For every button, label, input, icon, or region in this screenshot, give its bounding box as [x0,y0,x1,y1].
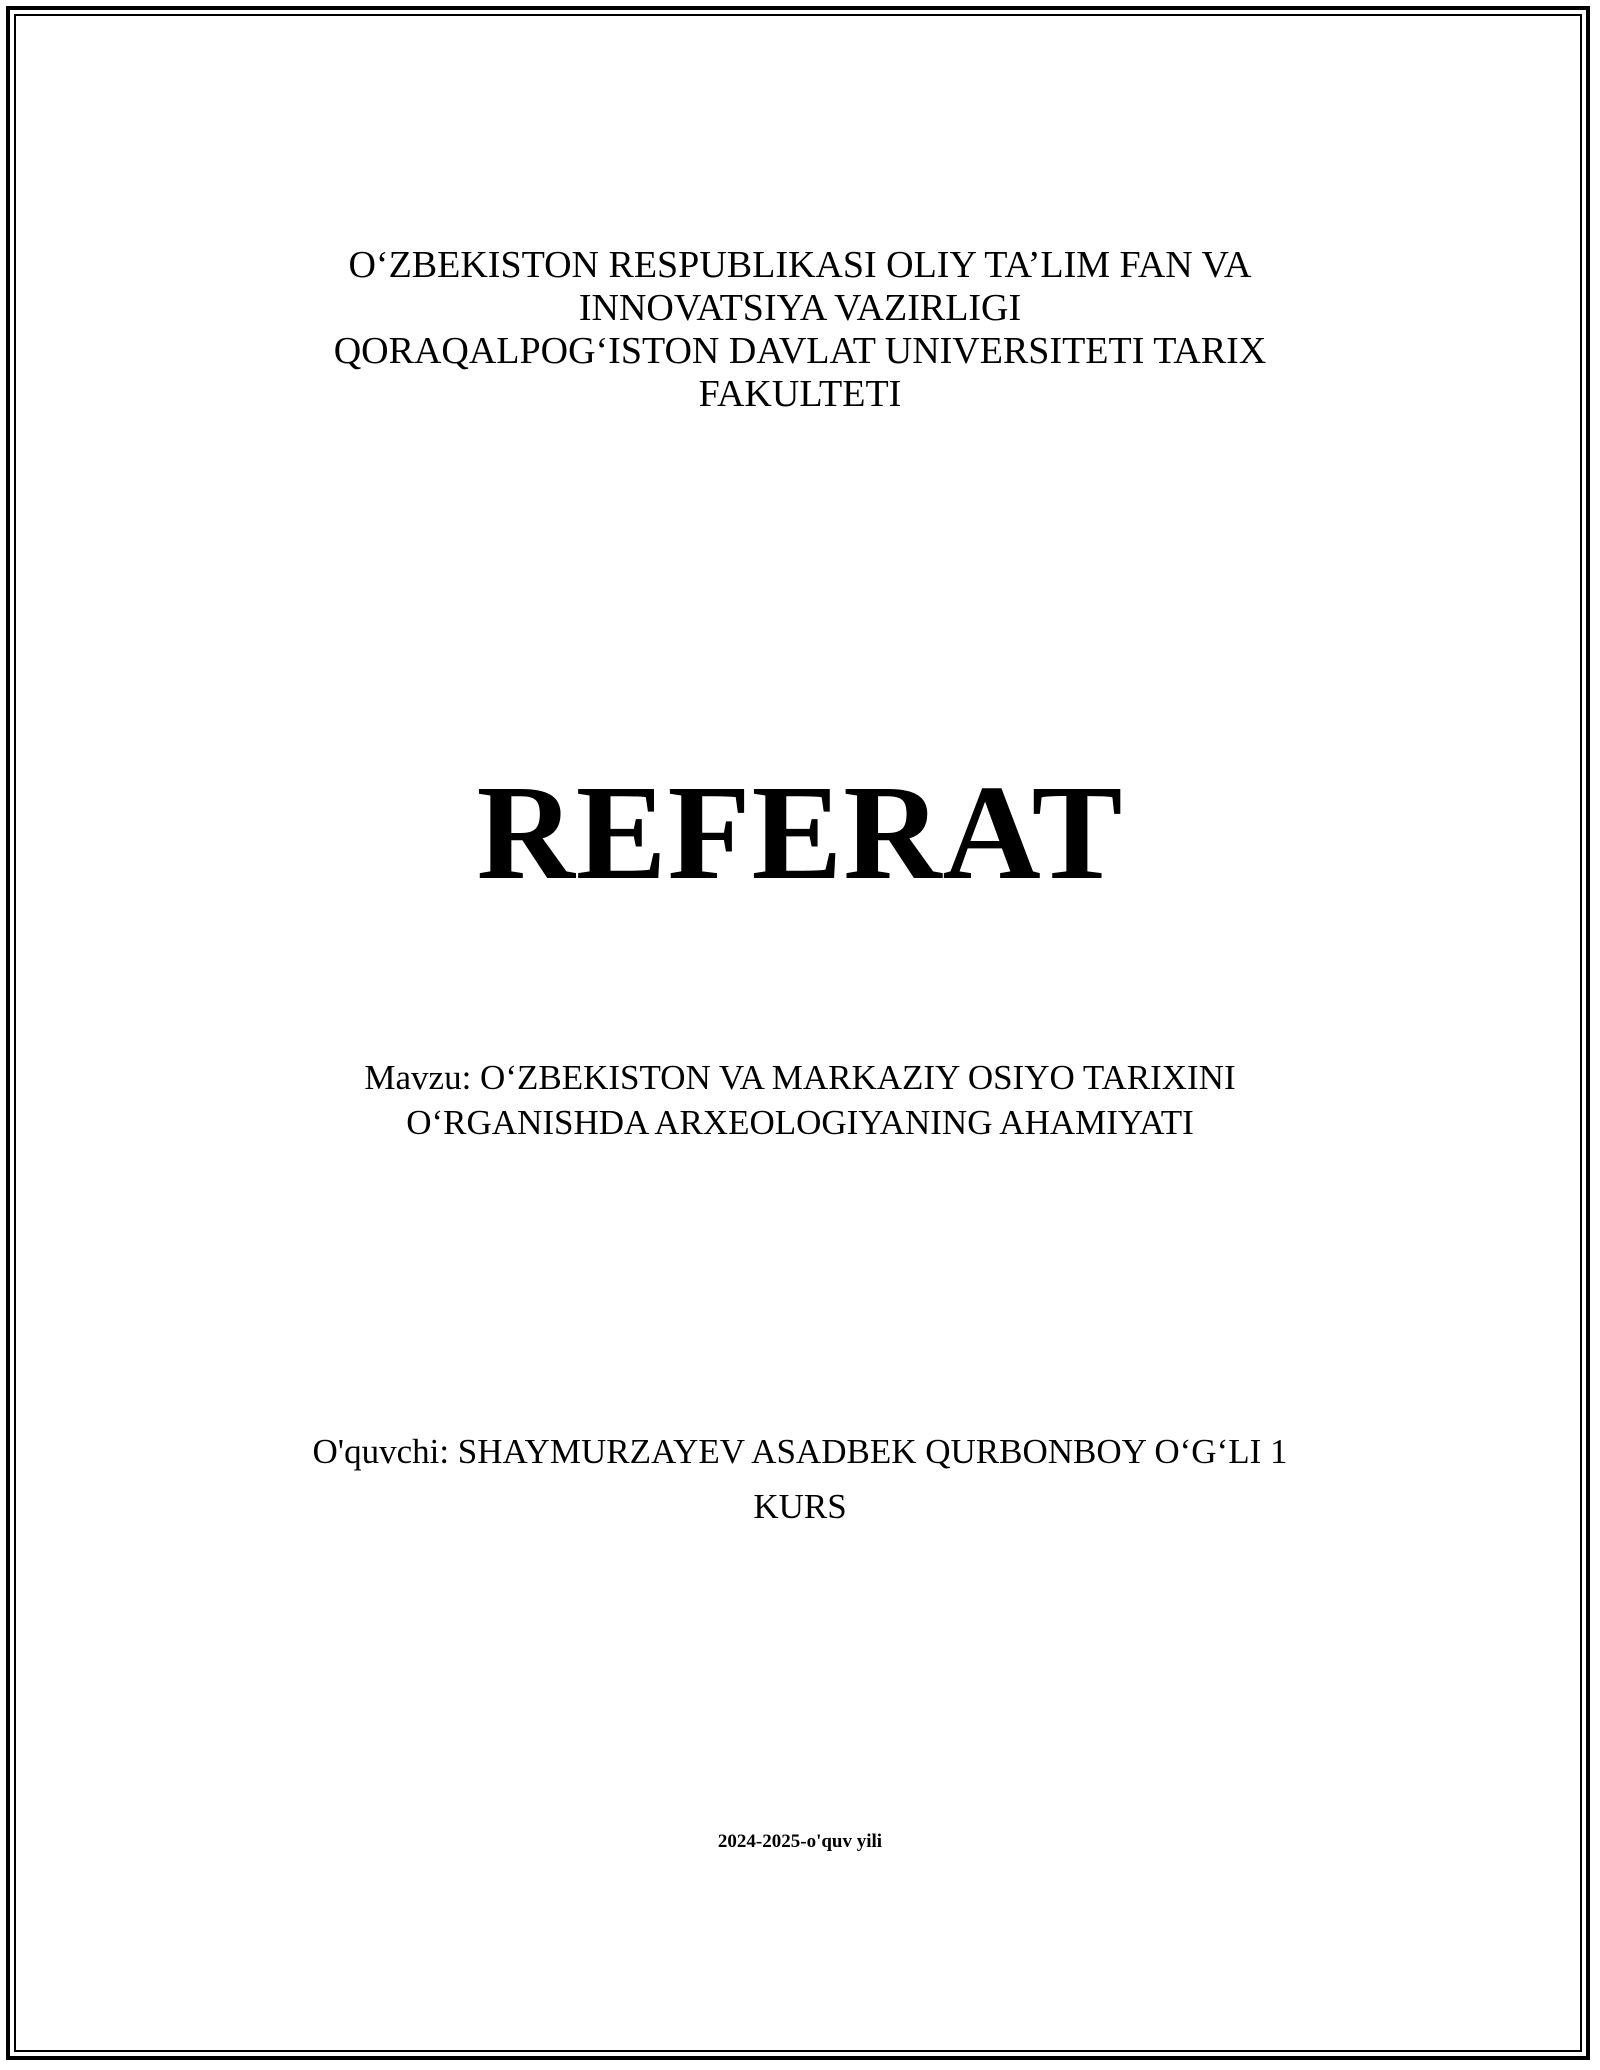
student-line: O'quvchi: SHAYMURZAYEV ASADBEK QURBONBOY O‘G‘LI 1 [312,1432,1288,1471]
student-line: KURS [753,1487,847,1526]
institution-header-line: QORAQALPOG‘ISTON DAVLAT UNIVERSITETI TARIX [333,330,1267,372]
topic-line: Mavzu: O‘ZBEKISTON VA MARKAZIY OSIYO TARIXINI [364,1058,1236,1097]
institution-header [0,244,1600,416]
topic-block [0,1055,1600,1145]
topic-line: O‘RGANISHDA ARXEOLOGIYANING AHAMIYATI [406,1103,1194,1142]
student-block [0,1424,1600,1534]
institution-header-line: INNOVATSIYA VAZIRLIGI [578,287,1022,329]
document-title: REFERAT [476,758,1124,908]
academic-year: 2024-2025-o'quv yili [717,1831,883,1852]
institution-header-line: FAKULTETI [698,373,902,415]
institution-header-line: O‘ZBEKISTON RESPUBLIKASI OLIY TA’LIM FAN VA [348,244,1252,286]
